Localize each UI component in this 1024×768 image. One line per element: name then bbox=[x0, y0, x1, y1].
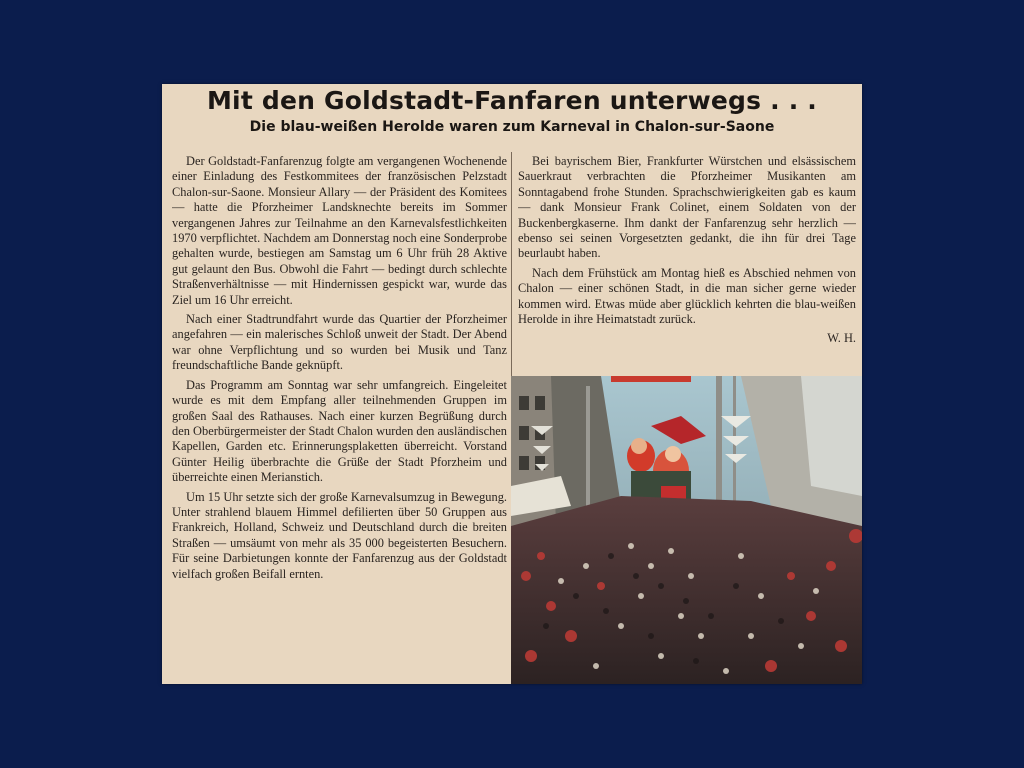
paragraph: Nach einer Stadtrundfahrt wurde das Quartier der Pforzheimer angefahren — ein malerisches Schloß unweit der Stadt. Der Abend war ohne Verpflichtung und so wurden bei Musik und Tanz freundschaftliche Bande geknüpft. bbox=[172, 312, 507, 373]
subheadline: Die blau-weißen Herolde waren zum Karneval in Chalon-sur-Saone bbox=[249, 119, 775, 135]
headline: Mit den Goldstadt-Fanfaren unterwegs . . . bbox=[206, 86, 817, 115]
carnival-parade-photo bbox=[511, 376, 862, 684]
article-column-left bbox=[172, 154, 507, 682]
paragraph: Nach dem Frühstück am Montag hieß es Abschied nehmen von Chalon — einer schönen Stadt, in die man sicher gerne wieder kommen wird. Etwas müde aber glücklich kehrten die blau-weißen Herolde in ihre Heimatstadt zurück. bbox=[518, 265, 856, 327]
paragraph: Bei bayrischem Bier, Frankfurter Würstchen und elsässischem Sauerkraut verbrachten die Pforzheimer Musikanten am Sonntagabend frohe Stunden. Sprachschwierigkeiten gab es kaum — dank Monsieur Frank Colinet, einem Soldaten von der Buckenbergkaserne. Ihm dankt der Fanfarenzug sehr herzlich — ebenso sei seinen Vorgesetzten gedankt, die ihn für drei Tage beurlaubt haben. bbox=[518, 154, 856, 261]
newspaper-clipping bbox=[162, 84, 862, 684]
article-column-right bbox=[518, 154, 856, 374]
paragraph: Der Goldstadt-Fanfarenzug folgte am vergangenen Wochenende einer Einladung des Festkommitees der französischen Pelzstadt Chalon-sur-Saone. Monsieur Allary — der Präsident des Komitees — hatte die Pforzheimer Landsknechte bereits im Sommer vergangenen Jahres zur Teilnahme an den Karnevalsfestlichkeiten 1970 verpflichtet. Nachdem am Donnerstag noch eine Sonderprobe gehalten wurde, bestiegen am Samstag um 6 Uhr früh 28 Aktive gut gelaunt den Bus. Obwohl die Fahrt — bedingt durch schlechte Straßenverhältnisse — mit Hindernissen gespickt war, wurde das Ziel um 16 Uhr erreicht. bbox=[172, 154, 507, 307]
author-signature: W. H. bbox=[827, 331, 856, 346]
paragraph: Um 15 Uhr setzte sich der große Karnevalsumzug in Bewegung. Unter strahlend blauem Himmel defilierten über 50 Gruppen aus Frankreich, Holland, Schweiz und Deutschland durch die breiten Straßen — umsäumt von mehr als 35 000 begeisterten Besuchern. Für seine Darbietungen konnte der Fanfarenzug aus der Goldstadt vielfach großen Beifall ernten. bbox=[172, 489, 507, 581]
parade-photo-illustration bbox=[511, 376, 862, 684]
paragraph: Das Programm am Sonntag war sehr umfangreich. Eingeleitet wurde es mit dem Empfang aller teilnehmenden Gruppen im großen Saal des Rathauses. Nach einer kurzen Begrüßung durch den Oberbürgermeister der Stadt Chalon wurden den ausländischen Kapellen, Garden etc. Erinnerungsplaketten überreicht. Vorstand Günter Heilig überbrachte die Grüße der Stadt Pforzheim und überreichte einen Merianstich. bbox=[172, 377, 507, 485]
